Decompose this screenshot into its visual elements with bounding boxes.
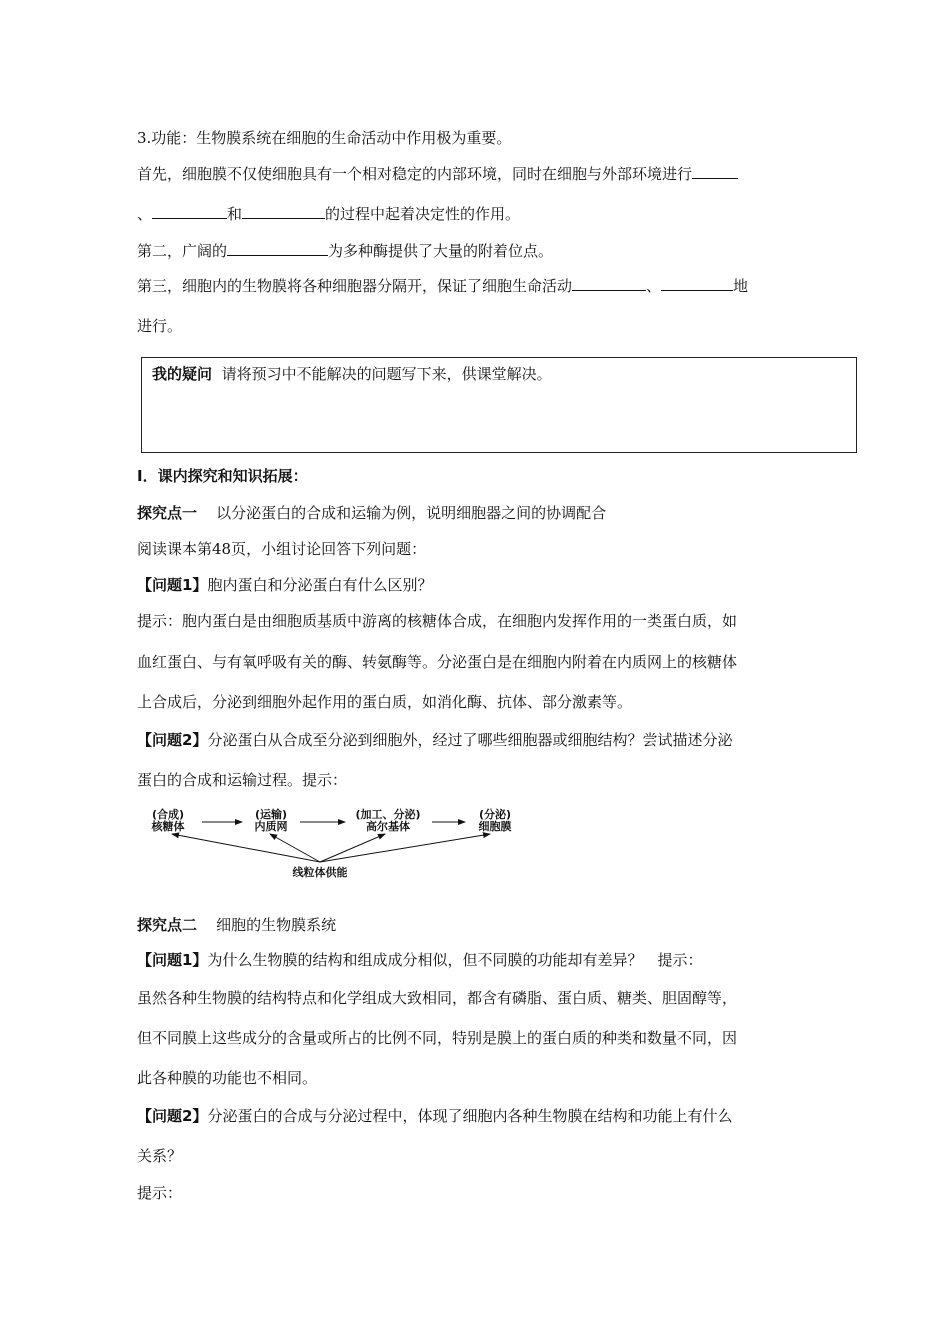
question2-line2: 蛋白的合成和运输过程。提示： <box>137 771 348 789</box>
question-label: 【问题1】 <box>137 951 208 969</box>
fill-blank[interactable] <box>572 276 646 291</box>
step1-bottom: 核糖体 <box>151 820 185 833</box>
paragraph-third-end: 进行。 <box>137 317 183 335</box>
paragraph-third-di: 地 <box>733 277 749 295</box>
step2-bottom: 内质网 <box>254 820 288 833</box>
paragraph-third <box>137 276 748 296</box>
step3-top: (加工、分泌) <box>355 808 421 821</box>
question-text: 为什么生物膜的结构和组成成分相似，但不同膜的功能却有差异？ 提示： <box>207 951 703 969</box>
point2-line <box>137 915 336 935</box>
protein-secretion-diagram <box>140 804 540 884</box>
punct-dun: 、 <box>137 205 153 223</box>
question-text: 分泌蛋白从合成至分泌到细胞外，经过了哪些细胞器或细胞结构？尝试描述分泌 <box>207 731 733 749</box>
p2-hint-line3: 此各种膜的功能也不相同。 <box>137 1069 318 1087</box>
step3-bottom: 高尔基体 <box>366 820 410 833</box>
p2-question2-line2: 关系？ <box>137 1147 183 1165</box>
point1-text: 以分泌蛋白的合成和运输为例，说明细胞器之间的协调配合 <box>216 504 607 522</box>
hint1-line1: 提示：胞内蛋白是由细胞质基质中游离的核糖体合成，在细胞内发挥作用的一类蛋白质，如 <box>137 612 738 630</box>
conj-he: 和 <box>227 205 243 223</box>
fill-blank[interactable] <box>692 164 738 179</box>
question-label: 【问题1】 <box>137 576 208 594</box>
point2-label: 探究点二 <box>137 916 198 934</box>
question-text: 胞内蛋白和分泌蛋白有什么区别？ <box>207 576 433 594</box>
paragraph-second-end: 为多种酶提供了大量的附着位点。 <box>328 242 554 260</box>
step1-top: (合成) <box>151 808 185 821</box>
step4-bottom: 细胞膜 <box>478 820 512 833</box>
part1-heading: Ⅰ．课内探究和知识拓展： <box>137 467 308 485</box>
p2-hint-line1: 虽然各种生物膜的结构特点和化学组成大致相同，都含有磷脂、蛋白质、糖类、胆固醇等， <box>137 989 738 1007</box>
fill-blank[interactable] <box>661 276 733 291</box>
p2-question1-line <box>137 950 702 970</box>
fill-blank[interactable] <box>242 204 325 219</box>
point1-label: 探究点一 <box>137 504 198 522</box>
p2-hint2: 提示： <box>137 1184 183 1202</box>
point1-line <box>137 503 606 523</box>
hint1-line2: 血红蛋白、与有氧呼吸有关的酶、转氨酶等。分泌蛋白是在细胞内附着在内质网上的核糖体 <box>137 653 738 671</box>
paragraph-third-text: 第三，细胞内的生物膜将各种细胞器分隔开，保证了细胞生命活动 <box>137 277 573 295</box>
step4-top: (分泌) <box>478 808 512 821</box>
paragraph-first-cont <box>137 204 520 224</box>
paragraph-first <box>137 164 738 184</box>
question1-line <box>137 575 432 595</box>
my-questions-title: 我的疑问 <box>152 365 213 383</box>
punct-dun: 、 <box>646 277 662 295</box>
energy-arrow-icon <box>320 834 490 862</box>
step2-top: (运输) <box>254 808 288 821</box>
my-questions-instruction: 请将预习中不能解决的问题写下来，供课堂解决。 <box>221 365 552 383</box>
paragraph-second <box>137 241 553 261</box>
fill-blank[interactable] <box>227 241 328 256</box>
point2-text: 细胞的生物膜系统 <box>216 916 337 934</box>
paragraph-first-end: 的过程中起着决定性的作用。 <box>325 205 521 223</box>
paragraph-second-text: 第二，广阔的 <box>137 242 228 260</box>
question-label: 【问题2】 <box>137 1107 208 1125</box>
question-label: 【问题2】 <box>137 731 208 749</box>
my-questions-box[interactable] <box>141 357 857 453</box>
question2-line <box>137 730 732 750</box>
energy-arrow-icon <box>320 834 385 862</box>
function-title: 3.功能：生物膜系统在细胞的生命活动中作用极为重要。 <box>137 129 512 147</box>
paragraph-first-text: 首先，细胞膜不仅使细胞具有一个相对稳定的内部环境，同时在细胞与外部环境进行 <box>137 165 693 183</box>
my-questions-header <box>152 364 552 384</box>
hint1-line3: 上合成后，分泌到细胞外起作用的蛋白质，如消化酶、抗体、部分激素等。 <box>137 693 633 711</box>
p2-question2-line <box>137 1106 732 1126</box>
p2-hint-line2: 但不同膜上这些成分的含量或所占的比例不同，特别是膜上的蛋白质的种类和数量不同，因 <box>137 1029 738 1047</box>
fill-blank[interactable] <box>152 204 227 219</box>
energy-label: 线粒体供能 <box>292 866 348 879</box>
question-text: 分泌蛋白的合成与分泌过程中，体现了细胞内各种生物膜在结构和功能上有什么 <box>207 1107 733 1125</box>
energy-arrow-icon <box>172 834 320 862</box>
energy-arrow-icon <box>270 834 320 862</box>
read-instruction: 阅读课本第48页，小组讨论回答下列问题： <box>137 540 427 558</box>
